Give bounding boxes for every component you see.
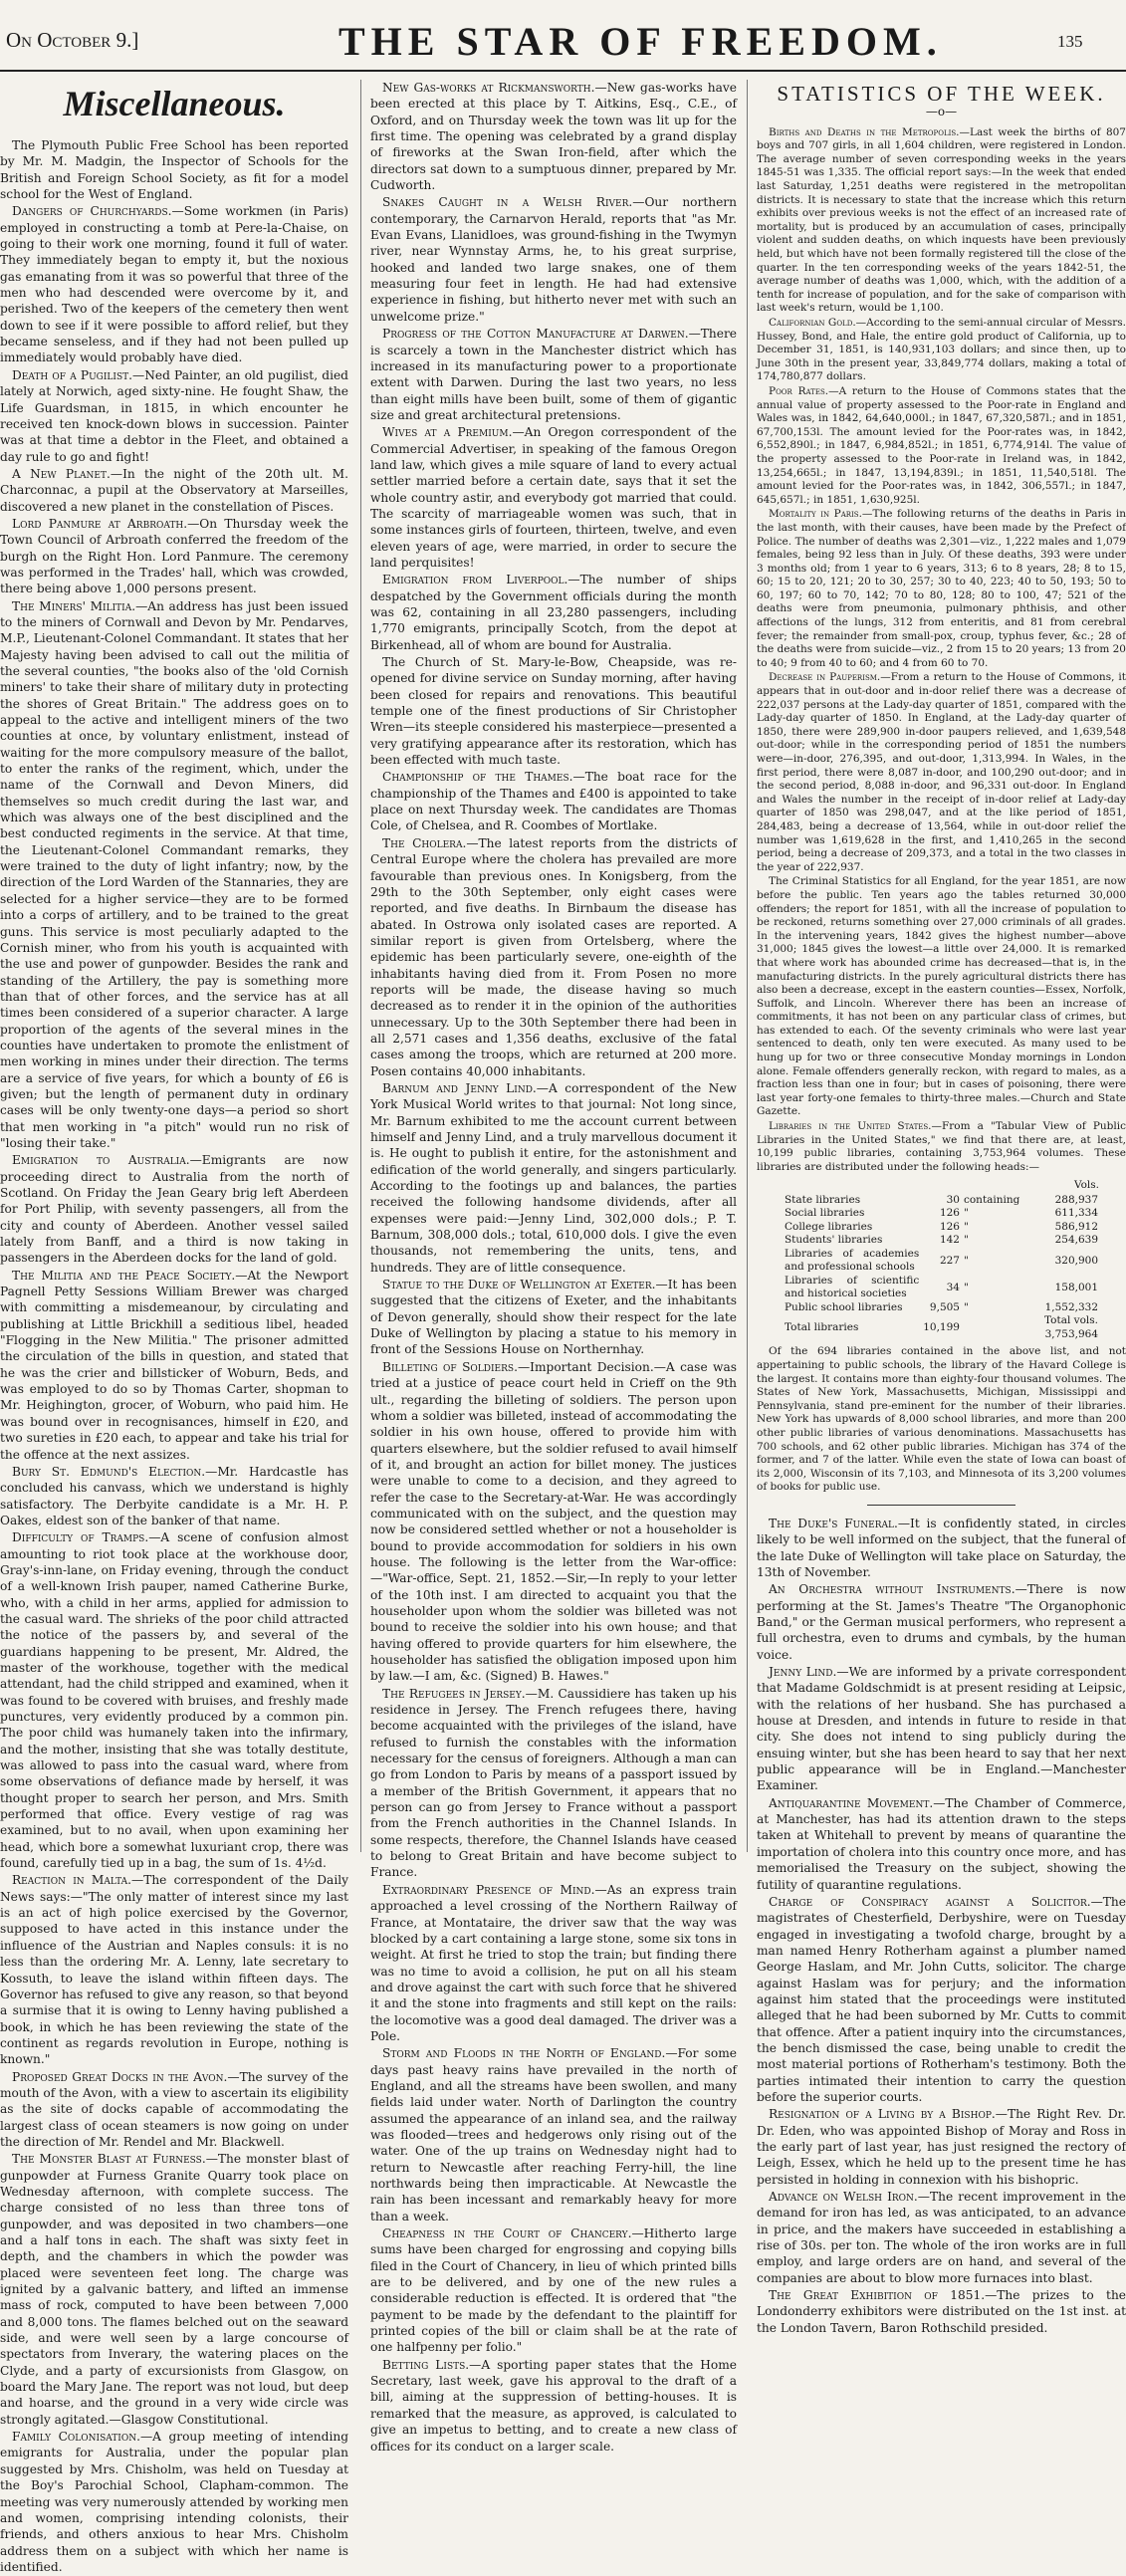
- article-paragraph: Bury St. Edmund's Election.—Mr. Hardcastle has concluded his canvass, which we understand is highly satisfactory. The Derbyite candidate is a Mr. H. P. Oakes, eldest son of the banker of that name.: [0, 1464, 348, 1527]
- column-miscellaneous: [0, 80, 348, 2576]
- table-cell: Public school libraries: [784, 1300, 903, 1313]
- article-paragraph: Advance on Welsh Iron.—The recent improvement in the demand for iron has led, as was anticipated, to an advance in price, and the makers have succeeded in establishing a rise of 30s. per ton. The whole of the iron works are in full employ, and large orders are on hand, and several of the companies are about to blow more furnaces into blast.: [757, 2190, 1126, 2285]
- article-paragraph: Antiquarantine Movement.—The Chamber of Commerce, at Manchester, has had its attention drawn to the steps taken at Whitehall to prevent by means of quarantine the importation of cholera into this country once more, and has memorialised the Treasury on the subject, showing the futility of quarantine regulations.: [757, 1795, 1126, 1892]
- article-paragraph: Charge of Conspiracy against a Solicitor.—The magistrates of Chesterfield, Derbyshire, were on Tuesday engaged in investigating a twofold charge, brought by a man named Henry Rotherham against a plumber named George Haslam, and Mr. John Cutts, solicitor. The charge against Haslam was for perjury; and the information against him stated that the proceedings were instituted alleged that he had been suborned by Mr. Cutts to commit that offence. After a patient inquiry into the circumstances, the bench dismissed the case, being unable to credit the most material portions of Rotherham's testimony. Both the parties intimated their intention to carry the question before the superior courts.: [757, 1894, 1126, 2104]
- article-paragraph: Difficulty of Tramps.—A scene of confusion almost amounting to riot took place at the workhouse door, Gray's-inn-lane, on Friday evening, through the conduct of a well-known Irish pauper, named Catherine Burke, who, with a child in her arms, applied for admission to the casual ward. The shrieks of the poor child attracted the notice of the passers by, and several of the guardians happening to be present, Mr. Aldred, the master of the workhouse, together with the medical attendant, had the child stripped and examined, when it was found to be covered with bruises, and freshly made punctures, very evidently produced by a common pin. The poor child was humanely taken into the infirmary, and the mother, insisting that she was totally destitute, was allowed to pass into the casual ward, where from some observations of defiance made by herself, it was thought proper to search her person, and Mrs. Smith performed that office. Every vestige of rag was examined, but to no avail, when upon examining her head, which bore a somewhat luxuriant crop, there was found, carefully tied up in a bag, the sum of 1s. 4½d.: [0, 1530, 348, 1871]
- table-cell: [962, 1314, 1021, 1341]
- article-paragraph: Billeting of Soldiers.—Important Decision.—A case was tried at a justice of peace court held in Crieff on the 9th ult., regarding the billeting of soldiers. The person upon whom a soldier was billeted, instead of accommodating the soldier in his own house, offered to provide him with quarters elsewhere, but the soldier refused to avail himself of it, and brought an action for billet money. The justices were unable to come to a decision, and they agreed to refer the case to the Secretary-at-War. He was accordingly communicated with on the subject, and the question may now be considered settled whether or not a householder is bound to provide accommodation for soldiers in his own house. The following is the letter from the War-office:—"War-office, Sept. 21, 1852.—Sir,—In reply to your letter of the 10th inst. I am directed to acquaint you that the householder upon whom the soldier was billeted was not bound to receive the soldier into his own house; and that having offered to provide quarters for him elsewhere, the householder has satisfied the obligation imposed upon him by law.—I am, &c. (Signed) B. Hawes.": [370, 1359, 738, 1684]
- article-paragraph: The Militia and the Peace Society.—At the Newport Pagnell Petty Sessions William Brewer was charged with committing a misdemeanour, by circulating and publishing at Little Brickhill a seditious libel, headed "Flogging in the New Militia." The prisoner admitted the circulation of the bills in question, and stated that he was the crier and billsticker of Woburn, Beds, and was employed to do so by Thomas Carter, shopman to Mr. Heighington, grocer, of Woburn, who paid him. He was bound over in recognisances, himself in £20, and two sureties in £20 each, to appear and take his trial for the offence at the next assizes.: [0, 1268, 348, 1462]
- table-total-row: [783, 1314, 1100, 1341]
- table-cell: ": [963, 1234, 969, 1247]
- article-paragraph: Decrease in Pauperism.—From a return to the House of Commons, it appears that in out-door and in-door relief there was a decrease of 222,037 persons at the Lady-day quarter of 1851, compared with the Lady-day quarter of 1850. In England, at the Lady-day quarter of 1850, there were 289,900 in-door paupers relieved, and 1,639,548 out-door; while in the corresponding period of 1851 the numbers were—in-door, 276,395, and out-door, 1,313,994. In Wales, in the first period, there were 8,087 in-door, and 100,290 out-door; and in the second period, 8,088 in-door, and 96,331 out-door. In England and Wales the number in the receipt of in-door relief at Lady-day quarter of 1850 was 298,047, and at the like period of 1851, 284,483, being a decrease of 13,564, while in out-door relief the number was 1,619,628 in the first, and 1,410,265 in the second period, being a decrease of 209,373, and a total in the two classes in the year of 222,937.: [757, 671, 1126, 873]
- issue-date: On October 9.]: [6, 28, 139, 52]
- table-cell: Libraries of scientific and historical societies: [784, 1274, 920, 1300]
- table-row: [783, 1207, 1100, 1221]
- table-cell: 158,001: [1054, 1281, 1099, 1293]
- article-paragraph: An Orchestra without Instruments.—There is now performing at the St. James's Theatre "The Organophonic Band," or the German musical performers, who represent a full orchestra, even to drums and cymbals, by the human voice.: [757, 1582, 1126, 1662]
- article-paragraph: Betting Lists.—A sporting paper states that the Home Secretary, last week, gave his approval to the draft of a bill, aiming at the suppression of betting-houses. It is remarked that the measure, as approved, is calculated to give an impetus to betting, and to create a new class of offices for its conduct on a larger scale.: [370, 2357, 737, 2454]
- article-list: [0, 137, 348, 2575]
- article-paragraph: Cheapness in the Court of Chancery.—Hitherto large sums have been charged for engrossing and copying bills filed in the Court of Chancery, in lieu of which printed bills are to be delivered, and by one of the new rules a considerable reduction is effected. It is ordered that "the payment to be made by the defendant to the plaintiff for printed copies of the bill or claim shall be at the rate of one halfpenny per folio.": [370, 2226, 737, 2355]
- table-cell: ": [963, 1207, 969, 1220]
- table-cell: 126: [939, 1207, 960, 1220]
- article-paragraph: The Duke's Funeral.—It is confidently stated, in circles likely to be well informed on the subject, that the funeral of the late Duke of Wellington will take place on Saturday, the 13th of November.: [757, 1516, 1126, 1579]
- table-cell: ": [963, 1300, 969, 1313]
- table-header-vols: Vols.: [1073, 1179, 1100, 1192]
- libraries-note: Of the 694 libraries contained in the above list, and not appertaining to public schools, the library of the Havard College is the largest. It contains more than eighty-four thousand volumes. The States of New York, Massachusetts, Michigan, Mississippi and Pennsylvania, stand pre-eminent for the number of their libraries. New York has upwards of 8,000 school libraries, and more than 200 other public libraries of various denominations. Massachusetts has 700 schools, and 62 other public libraries. Michigan has 374 of the former, and 7 of the latter. While even the state of Iowa can boast of its 2,000, Wisconsin of its 7,103, and Minnesota of its 3,200 volumes of books for public use.: [757, 1345, 1126, 1494]
- article-paragraph: Californian Gold.—According to the semi-annual circular of Messrs. Hussey, Bond, and Hale, the entire gold product of California, up to December 31, 1851, is 140,931,103 dollars; and since then, up to June 30th in the present year, 33,849,774 dollars, making a total of 174,780,877 dollars.: [757, 317, 1126, 383]
- table-cell: 320,900: [1054, 1254, 1099, 1267]
- article-paragraph: Family Colonisation.—A group meeting of intending emigrants for Australia, under the popular plan suggested by Mrs. Chisholm, was held on Tuesday at the Boy's Parochial School, Clapham-common. The meeting was very numerously attended by working men and women, comprising intending colonists, their friends, and others anxious to hear Mrs. Chisholm address them on a subject with which her name is identified.: [0, 2430, 349, 2574]
- table-cell: 34: [946, 1281, 960, 1293]
- article-paragraph: Snakes Caught in a Welsh River.—Our northern contemporary, the Carnarvon Herald, reports that "as Mr. Evan Evans, Llanidloes, was ground-fishing in the Twymyn river, near Wynnstay Arms, he, to his great surprise, hooked and landed two large snakes, one of them measuring four feet in length. He had had extensive experience in fishing, but hitherto never met with such an unwelcome prize.": [370, 195, 737, 324]
- article-paragraph: Poor Rates.—A return to the House of Commons states that the annual value of property assessed to the Poor-rate in England and Wales was, in 1842, 64,640,000l.; in 1847, 67,320,587l.; and in 1851, 67,700,153l. The amount levied for the Poor-rates was, in 1842, 6,552,890l.; in 1847, 6,984,852l.; in 1851, 6,774,914l. The value of the property assessed to the Poor-rate in Ireland was, in 1842, 13,254,665l.; in 1847, 13,194,839l.; in 1851, 11,540,518l. The amount levied for the Poor-rates was, in 1842, 306,557l.; in 1847, 645,657l.; in 1851, 1,630,925l.: [757, 384, 1126, 506]
- article-paragraph: Barnum and Jenny Lind.—A correspondent of the New York Musical World writes to that journal: Not long since, Mr. Barnum exhibited to me the account current between himself and Jenny Lind, and a truly marvellous document it is. He ought to publish it entire, for the astonishment and edification of the world generally, and singers particularly. According to the footings up and balances, the parties received the following handsome dividends, after all expenses were paid:—Jenny Lind, 302,000 dols.; P. T. Barnum, 308,000 dols.; total, 610,000 dols. I give the even thousands, not remembering the units, tens, and hundreds. They are of little consequence.: [370, 1080, 737, 1275]
- masthead-rule: [0, 70, 1126, 72]
- table-cell: Total libraries: [784, 1321, 859, 1334]
- masthead: [0, 6, 1126, 62]
- table-cell: 1,552,332: [1044, 1300, 1099, 1313]
- article-paragraph: Mortality in Paris.—The following returns of the deaths in Paris in the last month, with their causes, have been made by the Prefect of Police. The number of deaths was 2,301—viz., 1,222 males and 1,079 females, being 92 less than in July. Of these deaths, 393 were under 3 months old; from 1 year to 6 years, 313; 6 to 8 years, 28; 8 to 15, 60; 15 to 20, 121; 20 to 30, 257; 30 to 40, 223; 40 to 50, 193; 50 to 60, 197; 60 to 70, 142; 70 to 80, 128; 80 to 100, 47; 521 of the deaths were from pneumonia, pulmonary phthisis, and other affections of the lungs, 312 from enteritis, and 81 from cerebral fever; the remainder from small-pox, croup, typhus fever, &c.; 28 of the deaths were from suicide—viz., 2 from 15 to 20 years; 13 from 20 to 40; 9 from 40 to 60; and 4 from 60 to 70.: [757, 508, 1126, 669]
- article-paragraph: The Great Exhibition of 1851.—The prizes to the Londonderry exhibitors were distributed on the 1st inst. at the London Tavern, Baron Rothschild presided.: [757, 2288, 1126, 2335]
- column-divider: [360, 80, 361, 1852]
- article-paragraph: The Criminal Statistics for all England, for the year 1851, are now before the public. Ten years ago the tables returned 30,000 offenders; the report for 1851, with all the increase of population to be reckoned, returns something over 27,000 criminals of all grades. In the intervening years, 1842 gives the highest number—above 31,000; 1845 gives the lowest—a little over 24,000. It is remarked that where work has abounded crime has decreased—that is, in the manufacturing districts. In the purely agricultural districts there has also been a decrease, except in the eastern counties—Essex, Norfolk, Suffolk, and Lincoln. Wherever there has been an increase of commitments, it has not been on any particular class of crimes, but has extended to each. Of the seventy criminals who were last year sentenced to death, only ten were executed. As many used to be hung up for two or three consecutive Monday mornings in London alone. Female offenders generally reckon, with regard to males, as a fraction less than one in four; but in cases of poisoning, there were last year forty-one females to thirty-three males.—Church and State Gazette.: [757, 875, 1126, 1118]
- section-ornament: —o—: [925, 105, 958, 119]
- article-paragraph: Death of a Pugilist.—Ned Painter, an old pugilist, died lately at Norwich, aged sixty-nine. He fought Shaw, the Life Guardsman, in 1815, in which encounter he received ten knock-down blows in succession. Painter was at that time a debtor in the Fleet, and obtained a day rule to go and fight!: [0, 367, 348, 464]
- table-cell: State libraries: [784, 1193, 861, 1206]
- article-paragraph: New Gas-works at Rickmansworth.—New gas-works have been erected at this place by T. Aitkins, Esq., C.E., of Oxford, and on Thursday week the town was lit up for the first time. The opening was celebrated by a grand display of fireworks at the Swan Iron-field, after which the directors sat down to a sumptuous dinner, prepared by Mr. Cudworth.: [370, 81, 737, 193]
- article-paragraph: Births and Deaths in the Metropolis.—Last week the births of 807 boys and 707 girls, in all 1,604 children, were registered in London. The average number of seven corresponding weeks in the years 1845-51 was 1,335. The official report says:—In the week that ended last Saturday, 1,251 deaths were registered in the metropolitan districts. It is necessary to state that the increase which this return exhibits over previous weeks is not the effect of an increased rate of mortality, but is produced by an accumulation of cases, principally violent and sudden deaths, on which inquests have been previously held, but which have not been formally registered till the close of the quarter. In the ten corresponding weeks of the years 1842-51, the average number of deaths was 1,000, which, with the addition of a tenth for increase of population, and for the sake of comparison with last week's return, would be 1,100.: [757, 125, 1126, 315]
- table-cell: Libraries of academies and professional schools: [784, 1247, 920, 1274]
- table-row: [783, 1234, 1100, 1248]
- statistics-list: [757, 126, 1126, 1175]
- table-cell: ": [963, 1220, 969, 1233]
- article-paragraph: The Refugees in Jersey.—M. Caussidiere has taken up his residence in Jersey. The French refugees there, having become acquainted with the privileges of the island, have refused to furnish the constables with the information necessary for the census of foreigners. Although a man can go from London to Paris by means of a passport issued by a member of the British Government, it appears that no person can go from Jersey to France without a passport from the French authorities in the Channel Islands. In some respects, therefore, the Channel Islands have ceased to belong to Great Britain and have become subject to France.: [370, 1686, 737, 1880]
- table-cell: 288,937: [1054, 1193, 1099, 1206]
- article-paragraph: Championship of the Thames.—The boat race for the championship of the Thames and £400 is appointed to take place on next Thursday week. The candidates are Thomas Cole, of Chelsea, and R. Coombes of Mortlake.: [370, 770, 737, 833]
- table-cell: ": [963, 1281, 969, 1293]
- article-paragraph: Extraordinary Presence of Mind.—As an express train approached a level crossing of the Northern Railway of France, at Montataire, the driver saw that the way was blocked by a cart containing a large stone, some six tons in weight. At first he tried to stop the train; but finding there was no time to avoid a collision, he put on all his steam and drove against the cart with such force that he shivered it and the stone into fragments and still kept on the rails: the locomotive was a good deal damaged. The driver was a Pole.: [370, 1882, 737, 2043]
- article-paragraph: Libraries in the United States.—From a "Tabular View of Public Libraries in the United States," we find that there are, at least, 10,199 public libraries, containing 3,753,964 volumes. These libraries are distributed under the following heads:—: [757, 1120, 1126, 1173]
- article-paragraph: Dangers of Churchyards.—Some workmen (in Paris) employed in constructing a tomb at Pere-la-Chaise, on going to their work one morning, found it full of water. They immediately began to empty it, but the noxious gas emanating from it was so powerful that three of the men who had descended were overcome by it, and perished. Two of the keepers of the cemetery then went down to see if it were possible to afford relief, but they became senseless, and if they had not been pulled up immediately would probably have died.: [0, 204, 348, 365]
- table-cell: College libraries: [784, 1220, 873, 1233]
- article-paragraph: Emigration to Australia.—Emigrants are now proceeding direct to Australia from the north of Scotland. On Friday the Jean Geary brig left Aberdeen for Port Philip, with seventy passengers, all from the city and county of Aberdeen. Another vessel sailed lately from Banff, and a third is now taking in passengers in the Aberdeen docks for the land of gold.: [0, 1153, 348, 1266]
- table-cell: containing: [963, 1193, 1020, 1206]
- table-cell: 10,199: [923, 1321, 960, 1334]
- article-paragraph: The Plymouth Public Free School has been reported by Mr. M. Madgin, the Inspector of Schools for the British and Foreign School Society, as fit for a model school for the West of England.: [0, 138, 348, 202]
- article-paragraph: Emigration from Liverpool.—The number of ships despatched by the Government officials during the month was 62, containing in all 23,280 passengers, including 1,770 emigrants, principally Scotch, from the depot at Birkenhead, all of whom are bound for Australia.: [370, 573, 737, 652]
- libraries-table: [783, 1178, 1100, 1341]
- newspaper-title: THE STAR OF FREEDOM.: [338, 19, 943, 64]
- article-paragraph: Progress of the Cotton Manufacture at Darwen.—There is scarcely a town in the Manchester district which has increased in its manufacturing power to a proportionate extent with Darwen. During the last two years, no less than eight mills have been built, some of them of gigantic size and great architectural pretensions.: [370, 327, 737, 422]
- article-paragraph: Statue to the Duke of Wellington at Exeter.—It has been suggested that the citizens of Exeter, and the inhabitants of Devon generally, should show their respect for the late Duke of Wellington by placing a statue to his memory in front of the Sessions House on Northernhay.: [370, 1278, 737, 1357]
- section-heading-miscellaneous: Miscellaneous.: [63, 84, 286, 123]
- article-paragraph: A New Planet.—In the night of the 20th ult. M. Charconnac, a pupil at the Observatory at Marseilles, discovered a new planet in the constellation of Pisces.: [0, 466, 348, 514]
- article-list: [370, 80, 737, 2455]
- table-cell: 142: [939, 1234, 960, 1247]
- table-row: [783, 1301, 1100, 1315]
- table-row: [783, 1221, 1100, 1235]
- table-cell: 126: [939, 1220, 960, 1233]
- table-row: [783, 1194, 1100, 1208]
- article-paragraph: Jenny Lind.—We are informed by a private correspondent that Madame Goldschmidt is at present residing at Leipsic, with the relations of her husband. She has purchased a house at Dresden, and intends in future to reside in that city. She does not intend to sing publicly during the ensuing winter, but she has been heard to say that her next public appearance will be in England.—Manchester Examiner.: [757, 1665, 1126, 1793]
- column-news: [370, 80, 737, 2456]
- article-paragraph: The Cholera.—The latest reports from the districts of Central Europe where the cholera has prevailed are more favourable than previous ones. In Konigsberg, from the 29th to the 30th September, only eight cases were reported, and five deaths. In Birnbaum the disease has abated. In Ostrowa only isolated cases are reported. A similar report is given from Ortelsberg, where the epidemic has been particularly severe, one-eighth of the inhabitants having died from it. From Posen no more reports will be made, the disease having so much decreased as to render it in the opinion of the authorities unnecessary. Up to the 30th September there had been in all 2,571 cases and 1,356 deaths, exclusive of the fatal cases among the troops, which are returned at 200 more. Posen contains 40,000 inhabitants.: [370, 835, 738, 1078]
- article-paragraph: Reaction in Malta.—The correspondent of the Daily News says:—"The only matter of interest since my last is an act of high police exercised by the Governor, supposed to have acted in this instance under the influence of the Austrian and Naples consuls: it is no less than the ordering Mr. A. Lenny, late secretary to Kossuth, to leave the island within fifteen days. The Governor has refused to give any reason, so that beyond a surmise that it is owing to Lenny having published a book, in which he has been reviewing the state of the continent as regards revolution in Europe, nothing is known.": [0, 1873, 348, 2067]
- table-cell: 611,334: [1054, 1207, 1099, 1220]
- table-cell: 227: [939, 1254, 960, 1267]
- column-statistics: [757, 80, 1126, 2337]
- section-divider: [867, 1505, 1014, 1506]
- table-cell: ": [963, 1254, 969, 1267]
- table-cell: Social libraries: [784, 1207, 865, 1220]
- article-paragraph: The Monster Blast at Furness.—The monster blast of gunpowder at Furness Granite Quarry took place on Wednesday afternoon, with complete success. The charge consisted of no less than three tons of gunpowder, and was deposited in two chambers—one and a half tons in each. The shaft was sixty feet in depth, and the chambers in which the powder was placed were seventeen feet long. The charge was ignited by a galvanic battery, and lifted an immense mass of rock, computed to have been between 7,000 and 8,000 tons. The flames belched out on the seaward side, and were well seen by a large concourse of spectators from Inverary, the watering places on the Clyde, and a party of excursionists from Glasgow, on board the Mary Jane. The report was not loud, but deep and hoarse, and the ground in a very wide circle was strongly agitated.—Glasgow Constitutional.: [0, 2152, 348, 2427]
- article-paragraph: Wives at a Premium.—An Oregon correspondent of the Commercial Advertiser, in speaking of the famous Oregon land law, which gives a mile square of land to every actual settler married before a certain date, says that it set the whole country astir, and everybody got married that could. The scarcity of marriageable women was such, that in some instances girls of fourteen, thirteen, twelve, and even eleven years of age, were married, in order to secure the land perquisites!: [370, 425, 737, 570]
- table-cell: 586,912: [1054, 1220, 1099, 1233]
- table-cell: Total vols. 3,753,964: [1043, 1314, 1099, 1340]
- section-heading-statistics: STATISTICS OF THE WEEK.: [777, 82, 1106, 106]
- article-paragraph: Lord Panmure at Arbroath.—On Thursday week the Town Council of Arbroath conferred the freedom of the burgh on the Right Hon. Lord Panmure. The ceremony was performed in the Trades' hall, which was crowded, there being above 1,000 persons present.: [0, 516, 348, 596]
- table-cell: 30: [946, 1193, 960, 1206]
- page-number: 135: [1057, 32, 1083, 51]
- article-paragraph: Storm and Floods in the North of England.—For some days past heavy rains have prevailed in the north of England, and all the streams have been swollen, and many fields laid under water. North of Darlington the country assumed the appearance of an inland sea, and the railway was flooded—trees and hedgerows only rising out of the water. One of the up trains on Wednesday night had to return to Newcastle after reaching Ferry-hill, the line northwards being then impracticable. At Newcastle the rain has been incessant and remarkably heavy for more than a week.: [370, 2046, 737, 2224]
- table-cell: 9,505: [929, 1300, 960, 1313]
- table-row: [783, 1248, 1100, 1275]
- article-paragraph: Resignation of a Living by a Bishop.—The Right Rev. Dr. Dr. Eden, who was appointed Bishop of Moray and Ross in the early part of last year, has just resigned the rectory of Leigh, Essex, which he held up to the present time he has persisted in holding in connexion with his bishopric.: [757, 2107, 1126, 2187]
- column-divider: [747, 80, 748, 1852]
- article-paragraph: Proposed Great Docks in the Avon.—The survey of the mouth of the Avon, with a view to ascertain its eligibility as the site of docks capable of accommodating the largest class of ocean steamers is now going on under the direction of Mr. Rendel and Mr. Blackwell.: [0, 2069, 348, 2149]
- article-paragraph: The Miners' Militia.—An address has just been issued to the miners of Cornwall and Devon by Mr. Pendarves, M.P., Lieutenant-Colonel Commandant. It states that her Majesty having been advised to call out the militia of the several counties, "the books also of the 'old Cornish miners' to take their share of military duty in protecting the shores of Great Britain." The address goes on to appeal to the active and intelligent miners of the two counties at once, by voluntary enlistment, instead of waiting for the more compulsory measure of the ballot, to enter the ranks of the regiment, which, under the name of the Cornwall and Devon Miners, did themselves so much credit during the last war, and which was always one of the best disciplined and the best conducted regiments in the service. At that time, the Lieutenant-Colonel Commandant remarks, they were trained to the duty of light infantry; now, by the direction of the Lord Warden of the Stannaries, they are selected for a higher service—they are to be formed into a corps of artillery, and to be trained to the great guns. This service is most peculiarly adapted to the Cornish miner, who from his youth is acquainted with the use and power of gunpowder. Besides the rank and standing of the Artillery, the pay is something more than that of other forces, and the service has at all times been considered of a superior character. A large proportion of the agents of the several mines in the counties have undertaken to promote the enlistment of men working in mines under their direction. The terms are a service of five years, for which a bounty of £6 is given; but the length of permanent duty in ordinary cases will be only twenty-one days—a period so short that men working in "a pitch" would run no risk of "losing their take.": [0, 598, 348, 1150]
- table-cell: Students' libraries: [784, 1234, 883, 1247]
- table-row: [783, 1275, 1100, 1301]
- news-list: [757, 1516, 1126, 2336]
- article-paragraph: The Church of St. Mary-le-Bow, Cheapside, was re-opened for divine service on Sunday morning, after having been closed for repairs and renovations. This beautiful temple one of the finest productions of Sir Christopher Wren—its steeple considered his masterpiece—presented a very gratifying appearance after its restoration, which has been effected with much taste.: [370, 655, 737, 768]
- table-cell: 254,639: [1054, 1234, 1099, 1247]
